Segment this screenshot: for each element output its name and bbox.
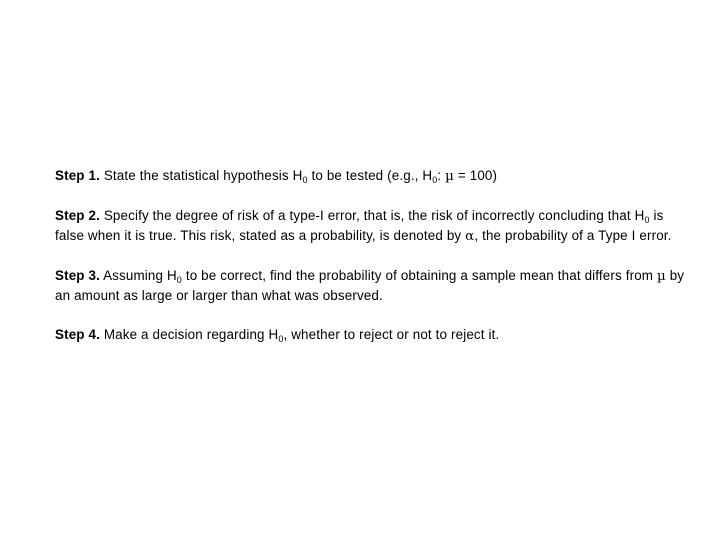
step-2-text: is false when it is true. This risk, stated as a probability, is denoted by <box>55 208 664 243</box>
step-2-text: Specify the degree of risk of a type-I error, that is, the risk of incorrectly concluding that H <box>99 208 645 223</box>
step-1-text: : <box>437 168 446 183</box>
step-4-text: Make a decision regarding H <box>99 327 279 342</box>
h0-subscript: 0 <box>302 175 308 185</box>
step-2 <box>55 206 685 246</box>
mu-symbol: µ <box>656 268 666 284</box>
step-3-text: Assuming H <box>99 267 177 283</box>
step-2-label: Step 2. <box>55 208 100 223</box>
step-1-text: = 100) <box>454 168 498 183</box>
alpha-symbol: α <box>465 228 475 244</box>
step-3-text: to be correct, find the probability of obtaining a sample mean that differs from <box>181 267 657 283</box>
h0-subscript: 0 <box>432 175 438 185</box>
mu-symbol: µ <box>445 169 455 184</box>
step-1 <box>55 166 685 187</box>
step-1-text: to be tested (e.g., H <box>307 168 433 183</box>
step-2-text: , the probability of a Type I error. <box>474 227 672 243</box>
step-3-text: by an amount as large or larger than what was observed. <box>55 267 685 303</box>
step-1-label: Step 1. <box>55 168 100 183</box>
step-4-text: , whether to reject or not to reject it. <box>283 327 500 342</box>
h0-subscript: 0 <box>278 334 284 344</box>
step-4 <box>55 325 685 345</box>
step-3-label: Step 3. <box>55 267 100 283</box>
step-4-label: Step 4. <box>55 327 100 342</box>
h0-subscript: 0 <box>644 215 650 225</box>
step-3 <box>55 266 685 306</box>
steps-list <box>55 166 685 364</box>
step-1-text: State the statistical hypothesis H <box>99 168 303 183</box>
h0-subscript: 0 <box>176 274 182 285</box>
